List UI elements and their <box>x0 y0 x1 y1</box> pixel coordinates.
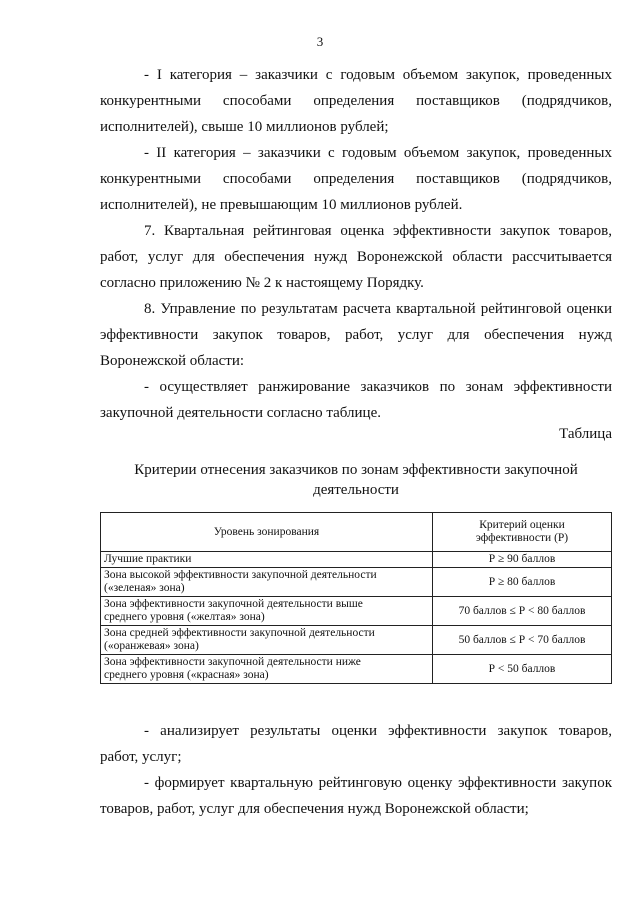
header-criterion-line: Критерий оценки <box>479 519 565 531</box>
text-line: - формирует квартальную рейтинговую оценку эффективности закупок <box>144 775 612 791</box>
text-line: исполнителей), свыше 10 миллионов рублей; <box>100 119 389 135</box>
paragraph-forms <box>100 770 612 822</box>
table-row <box>101 626 612 655</box>
table-row <box>101 597 612 626</box>
paragraph-category-2 <box>100 140 612 218</box>
zone-criterion-cell: Р ≥ 80 баллов <box>433 568 612 597</box>
header-criterion <box>433 513 612 552</box>
zone-level-cell <box>101 568 433 597</box>
text-line: эффективности закупок товаров, работ, услуг для обеспечения нужд <box>100 327 612 343</box>
zone-level-line: Зона высокой эффективности закупочной деятельности <box>104 569 377 581</box>
table-row <box>101 655 612 684</box>
zone-level-line: Зона эффективности закупочной деятельности ниже <box>104 656 361 668</box>
zone-criterion-cell: Р ≥ 90 баллов <box>433 552 612 568</box>
text-line: работ, услуг; <box>100 749 182 765</box>
zones-table <box>100 512 612 684</box>
text-line: конкурентными способами определения поставщиков (подрядчиков, <box>100 171 612 187</box>
header-criterion-line: эффективности (Р) <box>475 532 569 544</box>
table-title-line: деятельности <box>313 482 399 498</box>
header-level: Уровень зонирования <box>101 513 433 552</box>
page-number: 3 <box>316 34 324 49</box>
paragraph-analyze <box>100 718 612 770</box>
zone-level-cell <box>101 552 433 568</box>
paragraph-item-7 <box>100 218 612 296</box>
text-line: Воронежской области: <box>100 353 245 369</box>
text-line: 8. Управление по результатам расчета квартальной рейтинговой оценки <box>144 301 612 317</box>
table-row <box>101 568 612 597</box>
zone-level-cell <box>101 626 433 655</box>
zone-level-line: среднего уровня («желтая» зона) <box>104 611 265 623</box>
paragraph-ranking <box>100 374 612 426</box>
zone-level-line: Зона эффективности закупочной деятельности выше <box>104 598 363 610</box>
table-title <box>100 460 612 500</box>
table-title-line: Критерии отнесения заказчиков по зонам эффективности закупочной <box>134 462 578 478</box>
text-line: - анализирует результаты оценки эффективности закупок товаров, <box>144 723 612 739</box>
table-row <box>101 552 612 568</box>
text-line: работ, услуг для обеспечения нужд Воронежской области рассчитывается <box>100 249 612 265</box>
zone-criterion-cell: 50 баллов ≤ Р < 70 баллов <box>433 626 612 655</box>
zone-level-cell <box>101 655 433 684</box>
zone-level-line: Зона средней эффективности закупочной деятельности <box>104 627 375 639</box>
text-line: согласно приложению № 2 к настоящему Порядку. <box>100 275 424 291</box>
text-line: исполнителей), не превышающим 10 миллионов рублей. <box>100 197 463 213</box>
table-header-row <box>101 513 612 552</box>
table-label: Таблица <box>559 426 612 442</box>
zone-level-line: Лучшие практики <box>104 553 192 565</box>
text-line: товаров, работ, услуг для обеспечения нужд Воронежской области; <box>100 801 529 817</box>
zone-criterion-cell: Р < 50 баллов <box>433 655 612 684</box>
paragraph-item-8 <box>100 296 612 374</box>
text-line: 7. Квартальная рейтинговая оценка эффективности закупок товаров, <box>144 223 612 239</box>
text-line: конкурентными способами определения поставщиков (подрядчиков, <box>100 93 612 109</box>
zone-criterion-cell: 70 баллов ≤ Р < 80 баллов <box>433 597 612 626</box>
text-line: - I категория – заказчики с годовым объемом закупок, проведенных <box>144 67 612 83</box>
text-line: закупочной деятельности согласно таблице. <box>100 405 381 421</box>
zone-level-line: («оранжевая» зона) <box>104 640 199 652</box>
paragraph-category-1 <box>100 62 612 140</box>
zone-level-cell <box>101 597 433 626</box>
text-line: - II категория – заказчики с годовым объемом закупок, проведенных <box>144 145 612 161</box>
zone-level-line: («зеленая» зона) <box>104 582 185 594</box>
text-line: - осуществляет ранжирование заказчиков по зонам эффективности <box>144 379 612 395</box>
zone-level-line: среднего уровня («красная» зона) <box>104 669 269 681</box>
